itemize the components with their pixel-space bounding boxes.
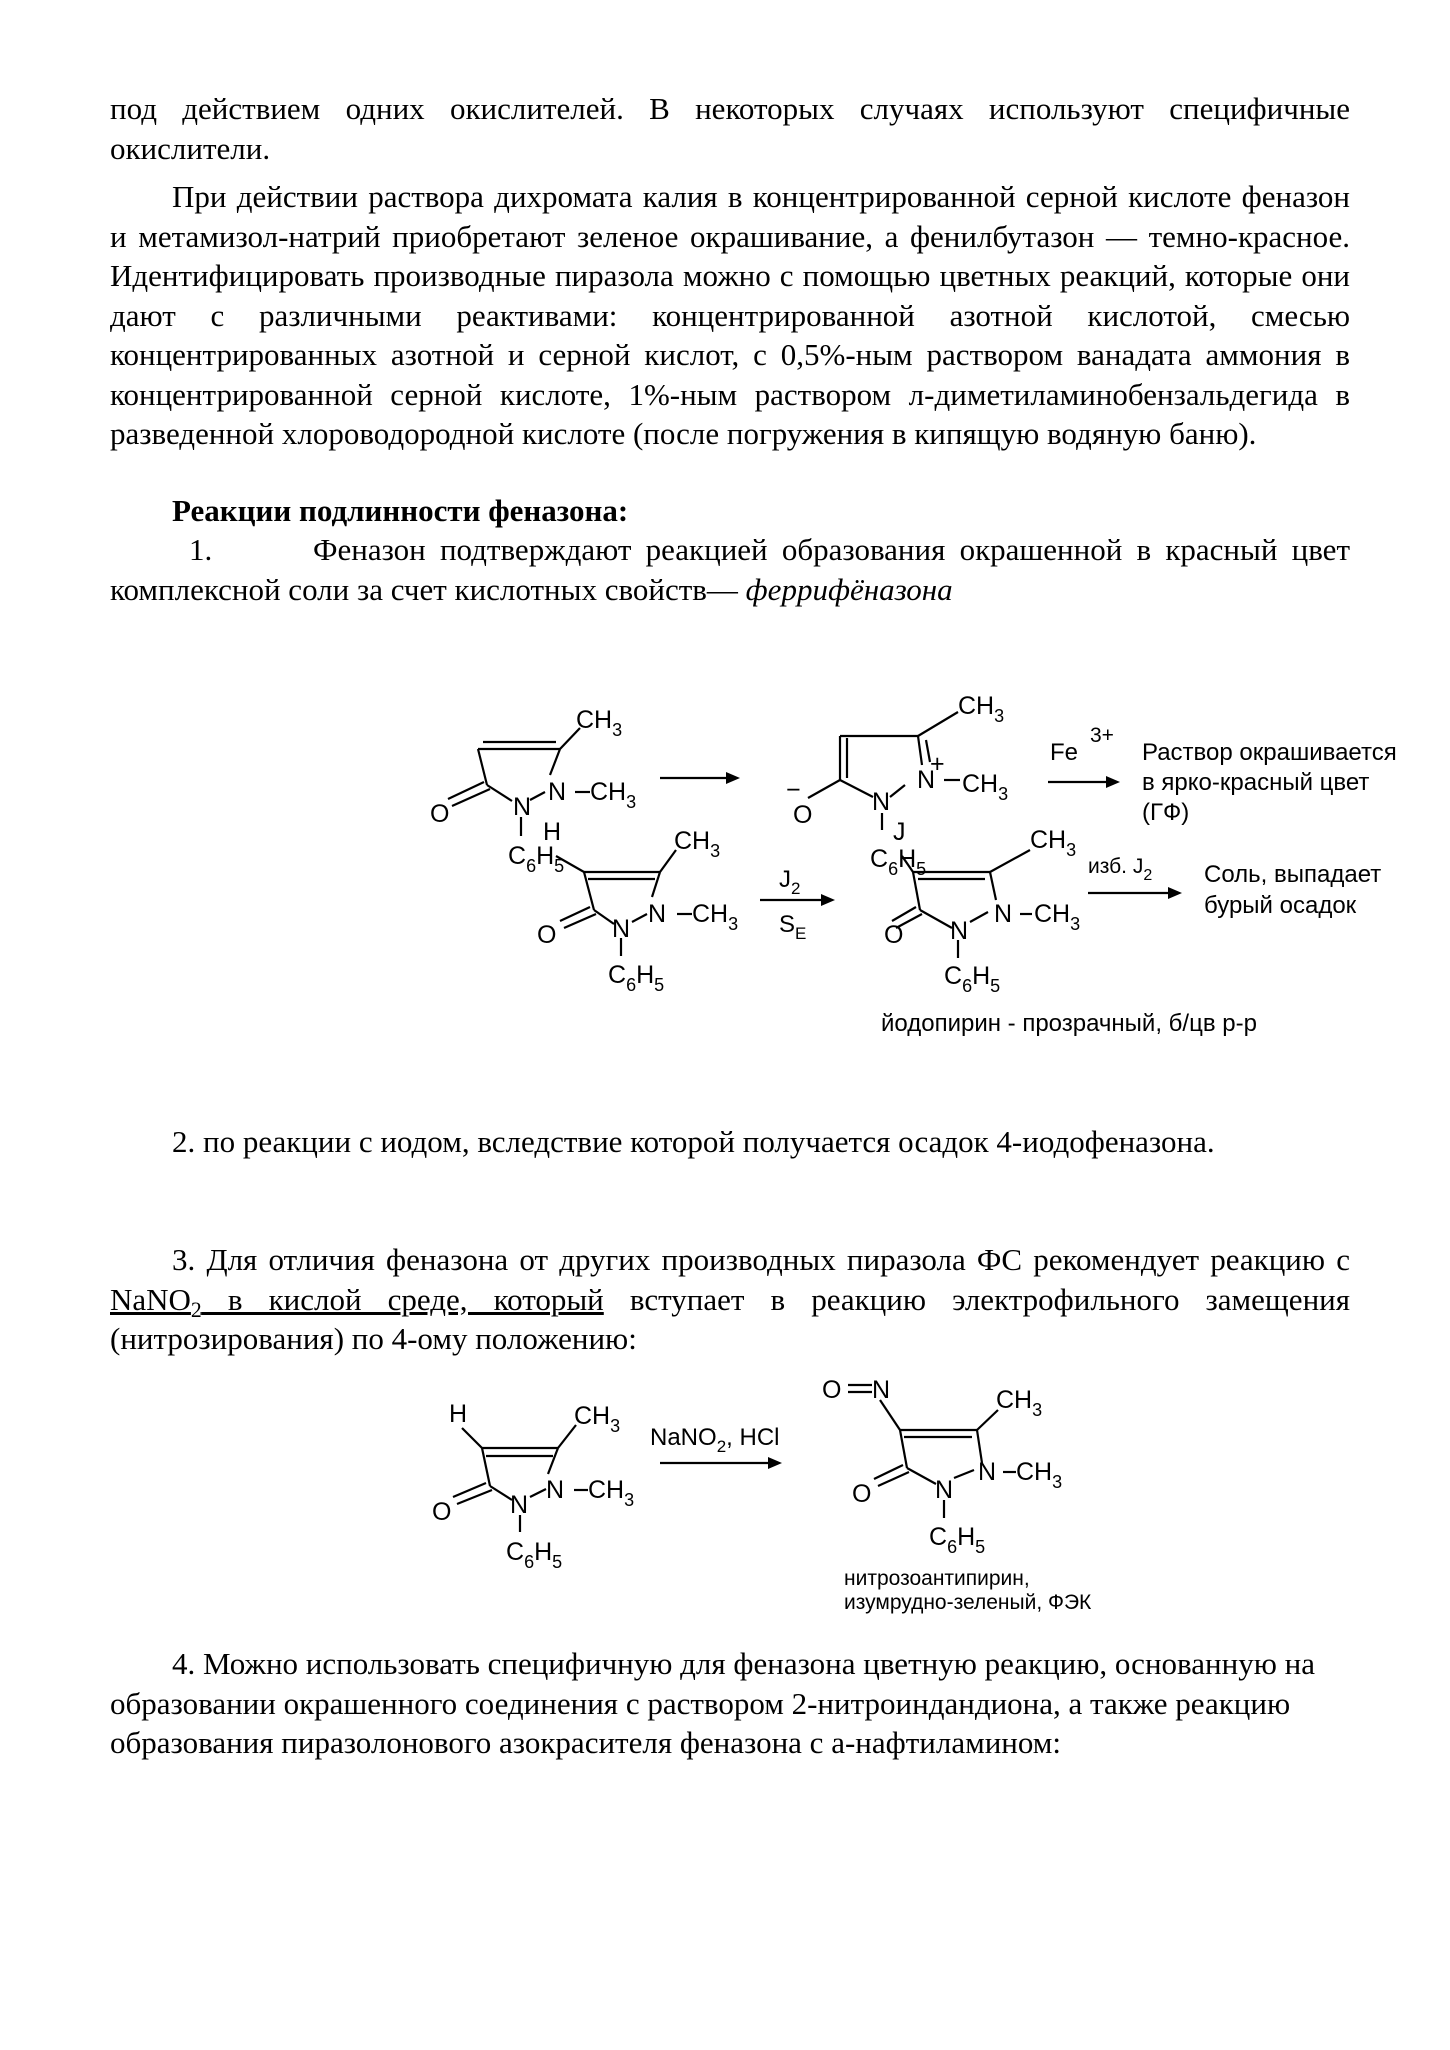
svg-text:CH3: $CH_3$ xyxy=(1034,900,1081,934)
svg-text:N: N xyxy=(513,793,532,821)
svg-text:−: − xyxy=(786,776,801,804)
item-1-number: 1. xyxy=(189,532,213,567)
svg-text:C6H5: $C_6H_5$ xyxy=(944,962,1001,996)
electrophilic-substitution-label: $S_E$ xyxy=(779,911,807,943)
svg-text:CH3: $CH_3$ xyxy=(692,900,739,934)
nitrosoantipyrine-caption-line-2: изумрудно-зеленый, ФЭК xyxy=(844,1591,1092,1614)
svg-text:O: O xyxy=(537,921,557,949)
svg-text:O: O xyxy=(430,800,450,828)
svg-text:CH3: $CH_3$ xyxy=(1016,1458,1063,1492)
svg-text:C6H5: $C_6H_5$ xyxy=(870,845,927,879)
item-1-compound: феррифёназона xyxy=(745,571,953,607)
svg-text:C6H5: $C_6H_5$ xyxy=(608,961,665,995)
section-heading: Реакции подлинности феназона: xyxy=(172,493,629,528)
svg-text:CH3: $CH_3$ xyxy=(576,706,623,740)
svg-text:N: N xyxy=(612,915,631,943)
excess-iodine-label: изб. $J_2$ xyxy=(1088,855,1153,884)
svg-text:O: O xyxy=(884,921,904,949)
svg-text:N: N xyxy=(648,900,667,928)
svg-text:O: O xyxy=(432,1498,452,1526)
result-2-line-2: бурый осадок xyxy=(1204,892,1357,919)
svg-text:O: O xyxy=(852,1480,872,1508)
nano2-in-acid-reagent: NaNO$_2$ в кислой среде, который xyxy=(110,1281,604,1322)
svg-text:O: O xyxy=(793,801,813,829)
svg-text:CH3: $CH_3$ xyxy=(574,1402,621,1436)
svg-text:N: N xyxy=(546,1476,565,1504)
svg-text:N: N xyxy=(510,1491,529,1519)
svg-text:N: N xyxy=(872,788,891,816)
svg-text:J: J xyxy=(893,818,906,846)
item-2: 2. по реакции с иодом, вследствие которой получается осадок 4-иодофеназона. xyxy=(172,1124,1215,1159)
svg-text:C6H5: $C_6H_5$ xyxy=(508,842,565,876)
svg-text:CH3: $CH_3$ xyxy=(590,778,637,812)
paragraph-oxidizers: под действием одних окислителей. В некоторых случаях используют специфичные окислители. xyxy=(110,91,1350,166)
nitrosoantipyrine-structure xyxy=(822,1376,1062,1557)
result-2-line-1: Соль, выпадает xyxy=(1204,861,1382,888)
svg-text:N: N xyxy=(548,778,567,806)
svg-text:H: H xyxy=(449,1400,468,1428)
svg-text:CH3: $CH_3$ xyxy=(962,770,1009,804)
svg-text:CH3: $CH_3$ xyxy=(674,827,721,861)
result-1-line-3: (ГФ) xyxy=(1142,799,1190,826)
svg-text:N: N xyxy=(872,1376,891,1404)
item-1-text: Феназон подтверждают реакцией образования окрашенной в красный цвет комплексной соли за счет кислотных свойств— xyxy=(110,532,1350,607)
svg-text:CH3: $CH_3$ xyxy=(958,692,1005,726)
nitrosoantipyrine-caption-line-1: нитрозоантипирин, xyxy=(844,1567,1030,1590)
iodopyrine-caption: йодопирин - прозрачный, б/цв р-р xyxy=(881,1010,1257,1037)
svg-text:O: O xyxy=(822,1376,842,1404)
svg-text:N: N xyxy=(935,1476,954,1504)
svg-text:N: N xyxy=(950,917,969,945)
item-3: 3. Для отличия феназона от других производных пиразола ФС рекомендует реакцию с NaNO$_2$ в кислой среде, который вступает в реакцию электрофильного замещения (нитрозирования) по 4-ому положению: xyxy=(110,1242,1351,1356)
paragraph-color-reactions: При действии раствора дихромата калия в концентрированной серной кислоте феназон и метамизол-натрий приобретают зеленое окрашивание, а фенилбутазон — темно-красное. Идентифицировать производные пиразола можно с помощью цветных реакций, которые они дают с различными реактивами: концентрированной азотной кислотой, смесью концентрированных азотной и серной кислот, с 0,5%-ным раствором ванадата аммония в концентрированной серной кислоте, 1%-ным раствором л-диметиламинобензальдегида в разведенной хлороводородной кислоте (после погружения в кипящую водяную баню). xyxy=(110,179,1350,451)
svg-text:C6H5: $C_6H_5$ xyxy=(506,1538,563,1572)
svg-text:N: N xyxy=(994,900,1013,928)
fe-charge: 3+ xyxy=(1090,724,1114,747)
svg-text:N: N xyxy=(917,766,936,794)
antipyrine-structure-3 xyxy=(432,1400,634,1572)
svg-text:CH3: $CH_3$ xyxy=(1030,826,1077,860)
nitrosation-reagent: NaNO$_2$, HCl xyxy=(650,1424,780,1456)
result-1-line-1: Раствор окрашивается xyxy=(1142,739,1397,766)
item-4: 4. Можно использовать специфичную для феназона цветную реакцию, основанную на образовании окрашенного соединения с раствором 2-нитроиндандиона, а также реакцию образования пиразолонового азокрасителя феназона с а-нафтиламином: xyxy=(110,1646,1315,1760)
iodine-reagent: $J_2$ xyxy=(779,866,801,898)
fe-reagent: Fe xyxy=(1050,739,1079,766)
svg-text:N: N xyxy=(978,1458,997,1486)
svg-text:CH3: $CH_3$ xyxy=(996,1386,1043,1420)
result-1-line-2: в ярко-красный цвет xyxy=(1142,769,1370,796)
svg-text:C6H5: $C_6H_5$ xyxy=(929,1523,986,1557)
svg-text:H: H xyxy=(543,818,562,846)
svg-text:+: + xyxy=(930,750,945,778)
svg-text:CH3: $CH_3$ xyxy=(588,1476,635,1510)
